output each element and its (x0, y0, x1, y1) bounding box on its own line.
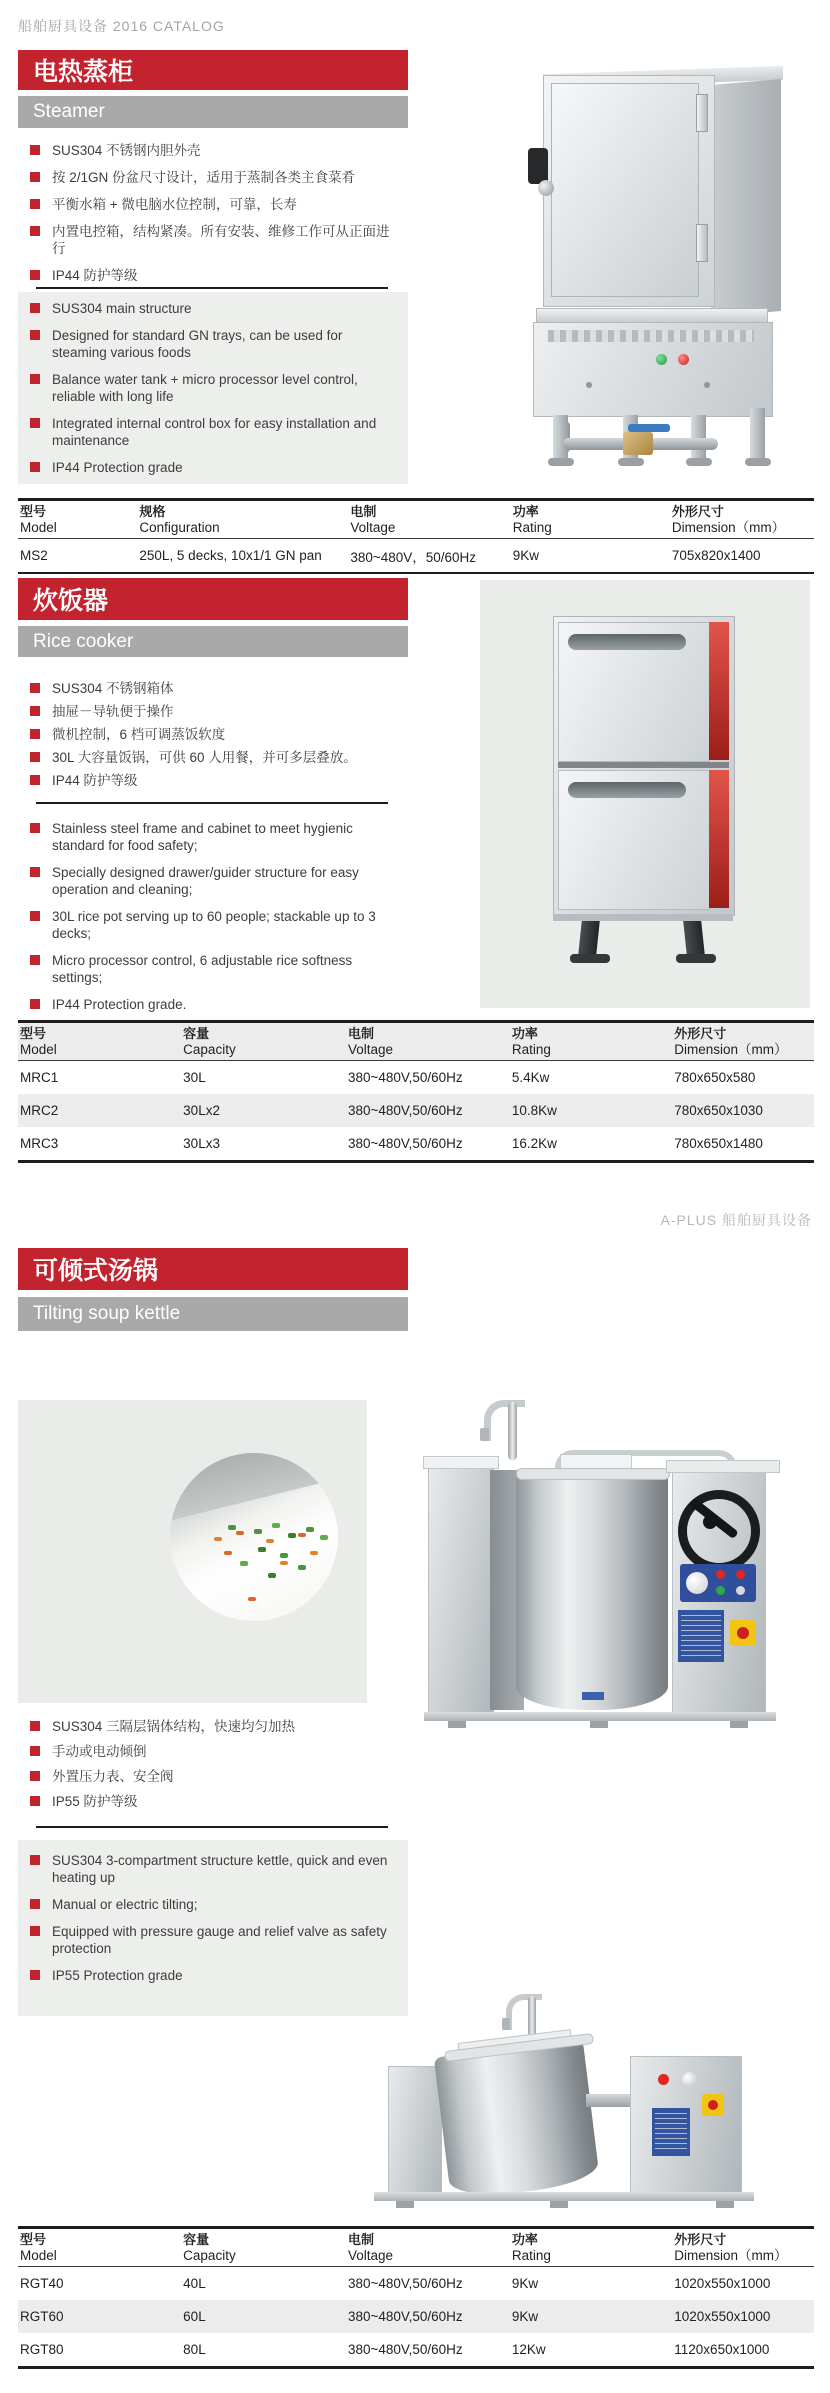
bullet-item: IP44 防护等级 (18, 267, 390, 284)
bullet-item: IP44 Protection grade (18, 459, 390, 476)
rice-cooker-leg (683, 921, 705, 955)
red-side-panel-upper (709, 622, 729, 760)
kettle-foot (730, 1721, 748, 1728)
table-row (18, 2300, 814, 2333)
drawer-gap (558, 762, 729, 768)
kettle-drum (516, 1472, 668, 1710)
bullet-item: SUS304 三隔层锅体结构，快速均匀加热 (18, 1718, 390, 1735)
bullet-item: SUS304 不锈钢箱体 (18, 680, 390, 697)
page-title: 船舶厨具设备 2016 CATALOG (18, 18, 225, 34)
blue-valve-handle (628, 424, 670, 432)
carrot-bits (214, 1537, 222, 1541)
label-lines (655, 2113, 687, 2151)
bullet-item: 内置电控箱，结构紧凑。所有安装、维修工作可从正面进行 (18, 223, 390, 257)
bullet-item: 30L 大容量饭锅，可供 60 人用餐，并可多层叠放。 (18, 749, 390, 766)
spec-cell: 16.2Kw (511, 1136, 557, 1151)
spec-cell: MRC2 (20, 1103, 59, 1118)
table-header-row (18, 2229, 814, 2267)
col-header-capacity: 容量 Capacity (183, 2232, 236, 2263)
faucet-spout (502, 2018, 510, 2030)
bullet-item: Stainless steel frame and cabinet to meet hygienic standard for food safety; (18, 820, 390, 854)
col-header-model: 型号 Model (20, 504, 57, 535)
steamer-door (551, 83, 699, 297)
section-title-en-rice-cooker: Rice cooker (18, 626, 408, 657)
spec-cell: 60L (183, 2309, 206, 2324)
table-header-row (18, 501, 814, 539)
section-title-en-steamer: Steamer (18, 96, 408, 128)
spec-cell: 9Kw (511, 2276, 539, 2291)
kettle-bullets-cn (18, 1718, 390, 1818)
bullet-item: 30L rice pot serving up to 60 people; stackable up to 3 decks; (18, 908, 390, 942)
kettle-left-column (428, 1464, 494, 1716)
kettle-foot (716, 2201, 734, 2208)
kettle-base-rail (424, 1712, 776, 1721)
col-header-dimension: 外形尺寸 Dimension（mm） (674, 1026, 788, 1057)
col-header-dimension: 外形尺寸 Dimension（mm） (674, 2232, 788, 2263)
bullet-item: IP44 防护等级 (18, 772, 390, 789)
red-button (658, 2074, 669, 2085)
spec-cell: 1120x650x1000 (674, 2342, 770, 2357)
steamer-door-hinge (696, 224, 708, 262)
emergency-stop-button (702, 2094, 724, 2116)
col-header-model: 型号 Model (20, 1026, 57, 1057)
spec-cell: 5.4Kw (511, 1070, 550, 1085)
spec-cell: 380~480V,50/60Hz (347, 1136, 463, 1151)
bullet-item: Specially designed drawer/guider structure for easy operation and cleaning; (18, 864, 390, 898)
divider (36, 1826, 388, 1828)
green-indicator-light (656, 354, 667, 365)
drum-badge (582, 1692, 604, 1700)
red-side-panel-lower (709, 770, 729, 908)
col-header-rating: 功率 Rating (511, 1026, 551, 1057)
soup-kettle-spec-table (18, 2226, 814, 2369)
bullet-item: 抽屉－导轨便于操作 (18, 703, 390, 720)
tilting-kettle-photo-electric (390, 1398, 820, 1728)
soup-closeup-photo (170, 1453, 338, 1621)
col-header-model: 型号 Model (20, 2232, 57, 2263)
bullet-item: 外置压力表、安全阀 (18, 1768, 390, 1785)
spec-cell: 380~480V,50/60Hz (347, 1070, 463, 1085)
spec-cell: MRC1 (20, 1070, 59, 1085)
spec-cell: 250L, 5 decks, 10x1/1 GN pan (139, 548, 322, 563)
bullet-item: SUS304 main structure (18, 300, 390, 317)
spec-cell: 705x820x1400 (671, 548, 761, 563)
divider (36, 802, 388, 804)
steamer-spec-table (18, 498, 814, 574)
kettle-foot (448, 1721, 466, 1728)
bullet-item: SUS304 3-compartment structure kettle, quick and even heating up (18, 1852, 390, 1886)
steamer-bullets-cn (18, 142, 390, 294)
steamer-door-hinge (696, 94, 708, 132)
steamer-bolt (704, 382, 710, 388)
divider (36, 287, 388, 289)
section-title-cn-steamer: 电热蒸柜 (18, 50, 408, 90)
control-knob (686, 1572, 708, 1594)
silver-button (736, 1586, 745, 1595)
steamer-leg (750, 408, 765, 460)
spec-cell: MRC3 (20, 1136, 59, 1151)
red-button (736, 1570, 745, 1579)
rice-cooker-bullets-en (18, 820, 390, 1023)
spec-cell: 30L (183, 1070, 206, 1085)
bullet-item: Integrated internal control box for easy installation and maintenance (18, 415, 390, 449)
drawer-handle (568, 634, 686, 650)
steamer-bolt (586, 382, 592, 388)
rice-cooker-bullets-cn (18, 680, 390, 795)
rice-cooker-leg (578, 921, 600, 955)
steamer-foot (686, 458, 712, 466)
spec-cell: 780x650x1480 (674, 1136, 763, 1151)
drum-rim (516, 1468, 670, 1480)
kettle-left-column (388, 2066, 442, 2194)
spec-cell: 40L (183, 2276, 206, 2291)
kettle-foot (550, 2201, 568, 2208)
estop-red-knob (737, 1627, 749, 1639)
scallion-bits (228, 1525, 236, 1530)
estop-red-knob (708, 2100, 718, 2110)
spec-cell: 380~480V,50/60Hz (347, 1103, 463, 1118)
green-button (716, 1586, 725, 1595)
label-lines (681, 1615, 721, 1657)
steamer-door-latch (528, 148, 548, 184)
steamer-vent-strip (548, 330, 754, 342)
faucet-pipe (508, 1402, 517, 1460)
col-header-voltage: 电制 Voltage (350, 504, 396, 535)
rice-cooker-product-photo (480, 580, 810, 1008)
spec-label-plate (652, 2108, 690, 2156)
spec-cell: 380~480V,50/60Hz (347, 2309, 463, 2324)
table-row (18, 1061, 814, 1094)
right-column-cap (666, 1460, 780, 1473)
brand-note: A-PLUS 船舶厨具设备 (660, 1212, 812, 1228)
table-row (18, 539, 814, 572)
section-title-cn-soup-kettle: 可倾式汤锅 (18, 1248, 408, 1290)
steamer-product-photo (528, 30, 828, 478)
spec-cell: 780x650x1030 (674, 1103, 763, 1118)
rice-cooker-foot (676, 954, 716, 963)
bullet-item: 平衡水箱 + 微电脑水位控制，可靠，长寿 (18, 196, 390, 213)
bullet-item: IP55 防护等级 (18, 1793, 390, 1810)
control-panel (680, 1564, 756, 1602)
col-header-voltage: 电制 Voltage (347, 1026, 393, 1057)
bullet-item: Micro processor control, 6 adjustable rice softness settings; (18, 952, 390, 986)
spec-cell: 380~480V，50/60Hz (350, 549, 477, 565)
steamer-foot (618, 458, 644, 466)
faucet-arc (484, 1400, 525, 1441)
bullet-item: SUS304 不锈钢内胆外壳 (18, 142, 390, 159)
col-header-capacity: 容量 Capacity (183, 1026, 236, 1057)
red-indicator-light (678, 354, 689, 365)
spec-cell: 30Lx2 (183, 1103, 220, 1118)
table-row (18, 2333, 814, 2366)
spec-cell: 1020x550x1000 (674, 2309, 771, 2324)
rice-cooker-spec-table (18, 1020, 814, 1163)
spec-cell: 9Kw (512, 548, 539, 563)
bullet-item: Equipped with pressure gauge and relief valve as safety protection (18, 1923, 390, 1957)
col-header-dimension: 外形尺寸 Dimension（mm） (671, 504, 786, 535)
spec-cell: 380~480V,50/60Hz (347, 2342, 463, 2357)
rice-cooker-foot (570, 954, 610, 963)
pot-rim (170, 1453, 338, 1522)
col-header-voltage: 电制 Voltage (347, 2232, 393, 2263)
spec-cell: 12Kw (511, 2342, 546, 2357)
bullet-item: IP55 Protection grade (18, 1967, 390, 1984)
kettle-bullets-en (18, 1852, 390, 1994)
emergency-stop-button (730, 1620, 756, 1646)
bullet-item: 微机控制，6 档可调蒸饭软度 (18, 726, 390, 743)
rice-cooker-base-rail (553, 914, 733, 921)
kettle-foot (396, 2201, 414, 2208)
red-button (716, 1570, 725, 1579)
brass-valve (623, 432, 653, 455)
tilting-kettle-photo-manual (330, 1990, 795, 2222)
section-title-cn-rice-cooker: 炊饭器 (18, 578, 408, 620)
drawer-handle (568, 782, 686, 798)
handwheel-hub (703, 1515, 717, 1529)
bullet-item: IP44 Protection grade. (18, 996, 390, 1013)
table-row (18, 2267, 814, 2300)
bullet-item: Manual or electric tilting; (18, 1896, 390, 1913)
col-header-configuration: 规格 Configuration (139, 504, 220, 535)
silver-knob (682, 2072, 697, 2087)
kettle-base-rail (374, 2192, 754, 2201)
bullet-item: Balance water tank + micro processor level control, reliable with long life (18, 371, 390, 405)
steamer-latch-pin (538, 180, 554, 196)
spec-cell: 10.8Kw (511, 1103, 557, 1118)
spec-cell: RGT40 (20, 2276, 64, 2291)
bullet-item: 按 2/1GN 份盆尺寸设计，适用于蒸制各类主食菜肴 (18, 169, 390, 186)
table-row (18, 1094, 814, 1127)
kettle-foot (590, 1721, 608, 1728)
spec-cell: 80L (183, 2342, 206, 2357)
bullet-item: 手动或电动倾倒 (18, 1743, 390, 1760)
spec-cell: 1020x550x1000 (674, 2276, 771, 2291)
table-row (18, 1127, 814, 1160)
spec-cell: 30Lx3 (183, 1136, 220, 1151)
spec-cell: MS2 (20, 548, 48, 563)
spec-cell: 9Kw (511, 2309, 539, 2324)
spec-label-plate (678, 1610, 724, 1662)
section-title-en-soup-kettle: Tilting soup kettle (18, 1297, 408, 1331)
table-header-row (18, 1023, 814, 1061)
left-column-cap (423, 1456, 499, 1469)
faucet-arc (506, 1994, 542, 2030)
faucet-spout (480, 1428, 489, 1441)
spec-cell: 780x650x580 (674, 1070, 756, 1085)
bullet-item: Designed for standard GN trays, can be used for steaming various foods (18, 327, 390, 361)
col-header-rating: 功率 Rating (512, 504, 552, 535)
steamer-bullets-en (18, 300, 390, 486)
spec-cell: 380~480V,50/60Hz (347, 2276, 463, 2291)
kettle-drum (434, 2039, 600, 2200)
steamer-foot (548, 458, 574, 466)
col-header-rating: 功率 Rating (511, 2232, 551, 2263)
spec-cell: RGT80 (20, 2342, 64, 2357)
steamer-foot (745, 458, 771, 466)
steamer-side-panel (711, 79, 781, 317)
spec-cell: RGT60 (20, 2309, 64, 2324)
